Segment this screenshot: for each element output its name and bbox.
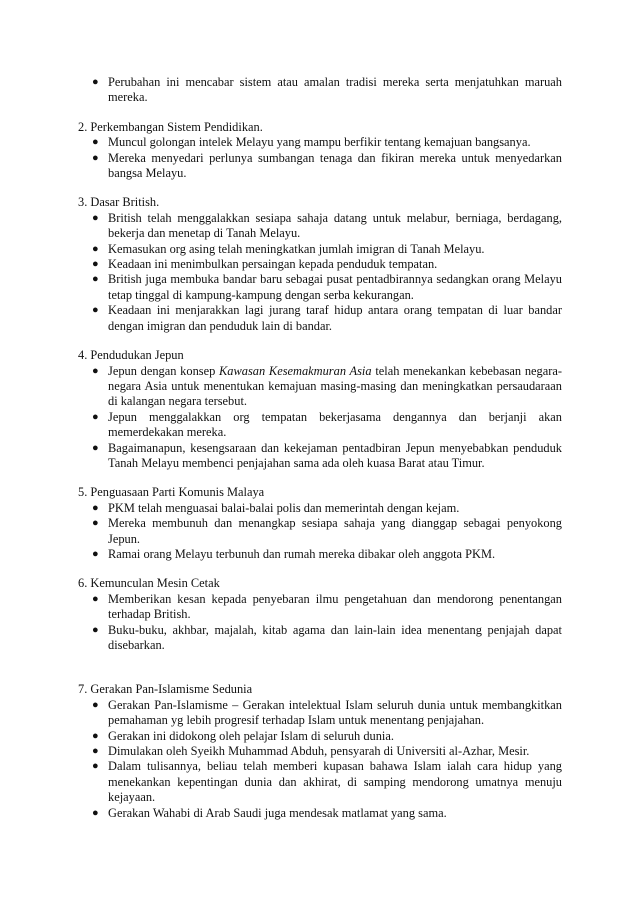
- list-item: [78, 211, 562, 242]
- document-body: [78, 75, 562, 821]
- list-item: [78, 806, 562, 821]
- list-item-text: Perubahan ini mencabar sistem atau amalan tradisi mereka serta menjatuhkan maruah mereka.: [108, 75, 562, 105]
- bullet-icon: ●: [92, 592, 99, 605]
- bullet-icon: ●: [92, 304, 99, 317]
- list-item-text: British telah menggalakkan sesiapa sahaja datang untuk melabur, berniaga, berdagang, bekerja dan menetap di Tanah Melayu.: [108, 210, 562, 241]
- list-item-text: telah menekankan kebebasan negara-negara Asia untuk menentukan kemajuan masing-masing dan meningkatkan persaudaraan di kalangan negara tersebut.: [108, 363, 563, 409]
- list-item-text: Gerakan Wahabi di Arab Saudi juga mendesak matlamat yang sama.: [108, 805, 447, 820]
- bullet-icon: ●: [92, 501, 99, 514]
- bullet-icon: ●: [92, 410, 99, 423]
- bullet-icon: ●: [92, 151, 99, 164]
- list-item: [78, 729, 562, 744]
- list-item-text: Gerakan ini didokong oleh pelajar Islam di seluruh dunia.: [108, 728, 394, 743]
- list-item: [78, 272, 562, 303]
- list-item-text: Memberikan kesan kepada penyebaran ilmu pengetahuan dan mendorong penentangan terhadap British.: [108, 591, 562, 622]
- list-item: [78, 623, 562, 654]
- list-item: [78, 135, 562, 150]
- list-item: [78, 303, 562, 334]
- section-heading: 6. Kemunculan Mesin Cetak: [78, 576, 220, 591]
- list-item-text: Bagaimanapun, kesengsaraan dan kekejaman pentadbiran Jepun menyebabkan penduduk Tanah Melayu membenci penjajahan sama ada oleh kuasa Barat atau Timur.: [108, 440, 562, 470]
- bullet-icon: ●: [92, 806, 99, 819]
- list-item-text: Gerakan Pan-Islamisme – Gerakan intelektual Islam seluruh dunia untuk membangkitkan pemahaman yg lebih progresif terhadap Islam untuk menentang penjajahan.: [108, 697, 562, 728]
- section-pendudukan-jepun: [78, 348, 562, 471]
- bullet-icon: ●: [92, 273, 99, 286]
- bullet-icon: ●: [92, 623, 99, 636]
- section-pan-islamisme: [78, 682, 562, 821]
- italic-term: Kawasan Kesemakmuran Asia: [219, 363, 372, 378]
- list-item: [78, 242, 562, 257]
- list-item-text: Kemasukan org asing telah meningkatkan jumlah imigran di Tanah Melayu.: [108, 241, 485, 256]
- bullet-icon: ●: [92, 517, 99, 530]
- bullet-icon: ●: [92, 136, 99, 149]
- list-item-text: Keadaan ini menimbulkan persaingan kepada penduduk tempatan.: [108, 257, 438, 272]
- section-dasar-british: [78, 195, 562, 334]
- list-item-text: Keadaan ini menjarakkan lagi jurang taraf hidup antara orang tempatan di luar bandar dengan imigran dan penduduk lain di bandar.: [108, 303, 562, 333]
- bullet-icon: ●: [92, 258, 99, 271]
- list-item: [78, 441, 562, 472]
- list-item-text: Muncul golongan intelek Melayu yang mampu berfikir tentang kemajuan bangsanya.: [108, 135, 531, 150]
- bullet-list: [78, 135, 562, 181]
- section-mesin-cetak: [78, 576, 562, 653]
- bullet-icon: ●: [92, 745, 99, 758]
- list-item: [78, 410, 562, 441]
- intro-bullet-list: [78, 75, 562, 106]
- bullet-icon: ●: [92, 242, 99, 255]
- bullet-list: [78, 211, 562, 334]
- list-item: [78, 364, 562, 410]
- list-item: [78, 592, 562, 623]
- list-item-text: PKM telah menguasai balai-balai polis dan memerintah dengan kejam.: [108, 500, 460, 515]
- bullet-icon: ●: [92, 211, 99, 224]
- bullet-list: [78, 698, 562, 821]
- section-heading: 7. Gerakan Pan-Islamisme Sedunia: [78, 682, 253, 697]
- bullet-icon: ●: [92, 698, 99, 711]
- list-item: [78, 516, 562, 547]
- list-item-text: Ramai orang Melayu terbunuh dan rumah mereka dibakar oleh anggota PKM.: [108, 546, 496, 561]
- list-item-text: Dimulakan oleh Syeikh Muhammad Abduh, pensyarah di Universiti al-Azhar, Mesir.: [108, 744, 530, 759]
- list-item: [78, 501, 562, 516]
- list-item-text: Jepun menggalakkan org tempatan bekerjasama dengannya dan berjanji akan memerdekakan mereka.: [108, 409, 562, 440]
- list-item: [78, 547, 562, 562]
- list-item: [78, 744, 562, 759]
- section-heading: 3. Dasar British.: [78, 195, 160, 210]
- bullet-icon: ●: [92, 364, 99, 377]
- section-parti-komunis: [78, 485, 562, 562]
- list-item: [78, 75, 562, 106]
- list-item: [78, 151, 562, 182]
- bullet-icon: ●: [92, 76, 99, 88]
- list-item-text: Mereka menyedari perlunya sumbangan tenaga dan fikiran mereka untuk menyedarkan bangsa Melayu.: [108, 150, 562, 181]
- list-item: [78, 257, 562, 272]
- section-heading: 5. Penguasaan Parti Komunis Malaya: [78, 485, 265, 500]
- list-item: [78, 698, 562, 729]
- list-item-text: British juga membuka bandar baru sebagai pusat pentadbirannya sedangkan orang Melayu tetap tinggal di kampung-kampung dengan serba kekurangan.: [108, 272, 562, 302]
- bullet-list: [78, 592, 562, 654]
- bullet-icon: ●: [92, 547, 99, 560]
- list-item: [78, 759, 562, 805]
- bullet-list: [78, 501, 562, 563]
- list-item-text: Dalam tulisannya, beliau telah memberi kupasan bahawa Islam ialah cara hidup yang menekankan kepentingan dunia dan akhirat, di samping mendorong umatnya menuju kejayaan.: [108, 759, 562, 805]
- list-item-text: Buku-buku, akhbar, majalah, kitab agama dan lain-lain idea menentang penjajah dapat disebarkan.: [108, 622, 562, 652]
- bullet-icon: ●: [92, 729, 99, 742]
- bullet-icon: ●: [92, 760, 99, 773]
- section-heading: 2. Perkembangan Sistem Pendidikan.: [78, 119, 263, 134]
- bullet-icon: ●: [92, 441, 99, 454]
- list-item-text: Jepun dengan konsep: [108, 363, 220, 378]
- section-heading: 4. Pendudukan Jepun: [78, 348, 184, 363]
- section-pendidikan: [78, 120, 562, 182]
- list-item-text: Mereka membunuh dan menangkap sesiapa sahaja yang dianggap sebagai penyokong Jepun.: [108, 516, 562, 546]
- bullet-list: [78, 364, 562, 472]
